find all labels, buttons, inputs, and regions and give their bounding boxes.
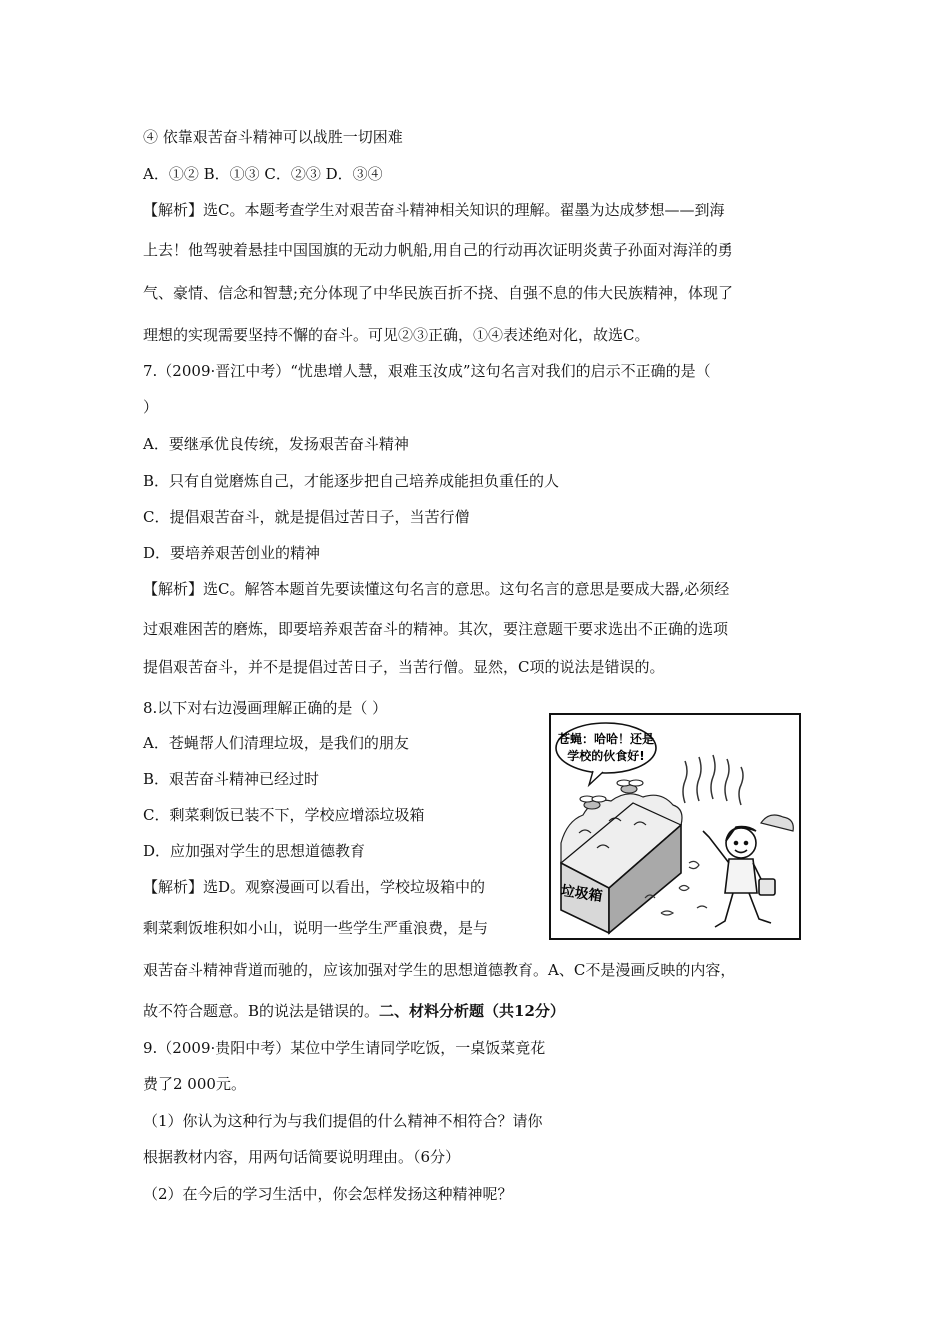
line-q6-analysis-4: 理想的实现需要坚持不懈的奋斗。可见②③正确，①④表述绝对化，故选C。 <box>143 326 650 344</box>
line-q6-choices: A．①② B．①③ C．②③ D．③④ <box>143 165 383 183</box>
line-q8-analysis-2: 剩菜剩饭堆积如小山，说明一些学生严重浪费，是与 <box>143 919 489 937</box>
line-q6-option4: ④ 依靠艰苦奋斗精神可以战胜一切困难 <box>143 128 403 146</box>
section-heading: 二、材料分析题（共12分） <box>379 1002 565 1020</box>
line-q6-analysis-1: 【解析】选C。本题考查学生对艰苦奋斗精神相关知识的理解。翟墨为达成梦想——到海 <box>143 201 725 219</box>
line-q7-stem: 7.（2009·晋江中考）“忧患增人慧，艰难玉汝成”这句名言对我们的启示不正确的是（ <box>143 362 711 380</box>
speech-line-2: 学校的伙食好! <box>567 749 645 763</box>
line-q6-analysis-3: 气、豪情、信念和智慧;充分体现了中华民族百折不挠、自强不息的伟大民族精神，体现了 <box>143 284 734 302</box>
cartoon-figure <box>549 713 801 940</box>
line-q9-sub2: （2）在今后的学习生活中，你会怎样发扬这种精神呢？ <box>143 1185 513 1203</box>
line-q7-stem-end: ） <box>143 398 159 416</box>
line-q7-analysis-3: 提倡艰苦奋斗，并不是提倡过苦日子，当苦行僧。显然，C项的说法是错误的。 <box>143 658 665 676</box>
line-q9-stem-1: 9.（2009·贵阳中考）某位中学生请同学吃饭，一桌饭菜竟花 <box>143 1039 546 1057</box>
line-q7-analysis-2: 过艰难困苦的磨炼，即要培养艰苦奋斗的精神。其次，要注意题干要求选出不正确的选项 <box>143 620 729 638</box>
line-q8-analysis-1: 【解析】选D。观察漫画可以看出，学校垃圾箱中的 <box>143 878 486 896</box>
line-q9-stem-2: 费了2 000元。 <box>143 1075 246 1093</box>
line-q9-sub1-b: 根据教材内容，用两句话简要说明理由。（6分） <box>143 1148 461 1166</box>
line-q7-option-c: C．提倡艰苦奋斗，就是提倡过苦日子，当苦行僧 <box>143 508 470 526</box>
line-q7-option-d: D．要培养艰苦创业的精神 <box>143 544 321 562</box>
line-q9-sub1-a: （1）你认为这种行为与我们提倡的什么精神不相符合？请你 <box>143 1112 543 1130</box>
line-q8-option-c: C．剩菜剩饭已装不下，学校应增添垃圾箱 <box>143 806 425 824</box>
line-q7-option-a: A．要继承优良传统，发扬艰苦奋斗精神 <box>143 435 409 453</box>
line-q7-analysis-1: 【解析】选C。解答本题首先要读懂这句名言的意思。这句名言的意思是要成大器,必须经 <box>143 580 730 598</box>
line-q8-option-d: D．应加强对学生的思想道德教育 <box>143 842 366 860</box>
line-q8-option-a: A．苍蝇帮人们清理垃圾，是我们的朋友 <box>143 734 409 752</box>
q8-analysis-end: 故不符合题意。B的说法是错误的。 <box>143 1002 380 1020</box>
line-q8-stem: 8.以下对右边漫画理解正确的是（ ） <box>143 699 388 717</box>
line-q8-analysis-3: 艰苦奋斗精神背道而驰的，应该加强对学生的思想道德教育。A、C不是漫画反映的内容， <box>143 961 736 979</box>
speech-line-1: 苍蝇：哈哈！还是 <box>557 732 655 746</box>
line-q7-option-b: B．只有自觉磨炼自己，才能逐步把自己培养成能担负重任的人 <box>143 472 560 490</box>
line-q8-analysis-4 <box>143 1001 565 1021</box>
bin-label: 垃圾箱 <box>559 883 604 905</box>
line-q6-analysis-2: 上去！他驾驶着悬挂中国国旗的无动力帆船,用自己的行动再次证明炎黄子孙面对海洋的勇 <box>143 241 733 259</box>
line-q8-option-b: B．艰苦奋斗精神已经过时 <box>143 770 320 788</box>
